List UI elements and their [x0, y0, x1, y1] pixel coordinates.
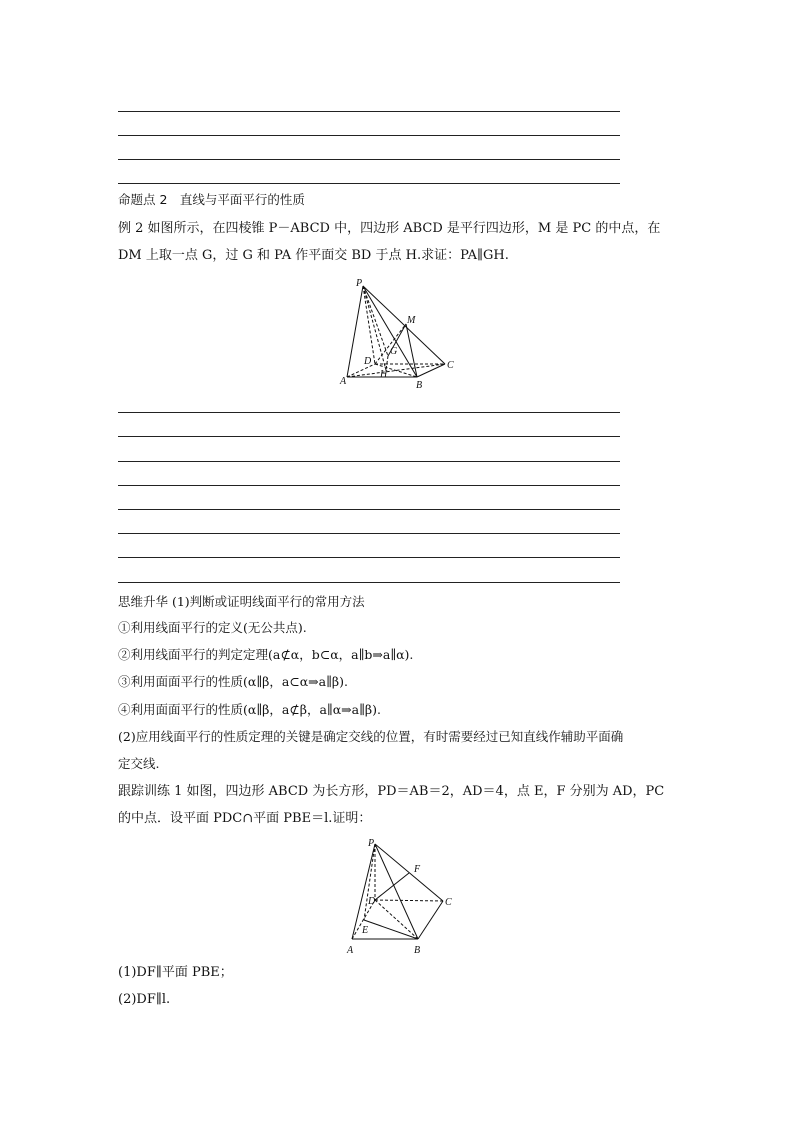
section-heading: 命题点 2 直线与平面平行的性质	[118, 192, 305, 207]
answer-line	[118, 485, 620, 486]
summary-item-2: ②利用线面平行的判定定理(a⊄α，b⊂α，a∥b⇒a∥α).	[118, 647, 414, 662]
answer-line	[118, 557, 620, 558]
exercise1-text-line1: 跟踪训练 1 如图，四边形 ABCD 为长方形，PD＝AB＝2，AD＝4，点 E，F 分别为 AD，PC	[118, 784, 665, 799]
answer-line	[118, 582, 620, 583]
label-P: P	[368, 838, 375, 849]
label-A: A	[340, 376, 347, 387]
label-P: P	[356, 278, 363, 289]
label-F: F	[414, 864, 421, 875]
answer-line	[118, 436, 620, 437]
summary-title: 思维升华 (1)判断或证明线面平行的常用方法	[118, 594, 365, 609]
answer-line	[118, 461, 620, 462]
summary-item-1: ①利用线面平行的定义(无公共点).	[118, 620, 307, 635]
answer-line	[118, 159, 620, 160]
example2-text-line1: 例 2 如图所示，在四棱锥 P－ABCD 中，四边形 ABCD 是平行四边形，M 是 PC 的中点，在	[118, 221, 661, 236]
pyramid-figure-2	[338, 836, 468, 958]
answer-line	[118, 533, 620, 534]
exercise1-part1: (1)DF∥平面 PBE；	[118, 965, 233, 980]
label-H: H	[380, 369, 388, 380]
summary-item-5-line1: (2)应用线面平行的性质定理的关键是确定交线的位置，有时需要经过已知直线作辅助平面确	[118, 729, 624, 744]
answer-line	[118, 135, 620, 136]
answer-line	[118, 412, 620, 413]
answer-line	[118, 509, 620, 510]
label-B: B	[416, 380, 423, 391]
summary-item-4: ④利用面面平行的性质(α∥β，a⊄β，a∥α⇒a∥β).	[118, 702, 381, 717]
label-E: E	[362, 925, 369, 936]
label-C: C	[445, 897, 452, 908]
summary-item-5-line2: 定交线.	[118, 756, 160, 771]
pyramid-figure-1-svg	[330, 276, 470, 394]
label-M: M	[407, 315, 416, 326]
label-D: D	[368, 896, 376, 907]
exercise1-text-line2: 的中点．设平面 PDC∩平面 PBE＝l.证明：	[118, 811, 372, 826]
answer-line	[118, 183, 620, 184]
pyramid-figure-1	[330, 276, 470, 394]
pyramid-figure-2-svg	[338, 836, 468, 958]
label-C: C	[447, 360, 454, 371]
exercise1-part2: (2)DF∥l.	[118, 992, 171, 1007]
label-B: B	[414, 945, 421, 956]
answer-line	[118, 111, 620, 112]
summary-item-3: ③利用面面平行的性质(α∥β，a⊂α⇒a∥β).	[118, 674, 348, 689]
label-A: A	[347, 945, 354, 956]
label-D: D	[364, 356, 372, 367]
example2-text-line2: DM 上取一点 G，过 G 和 PA 作平面交 BD 于点 H.求证：PA∥GH.	[118, 248, 509, 263]
label-G: G	[390, 346, 398, 357]
